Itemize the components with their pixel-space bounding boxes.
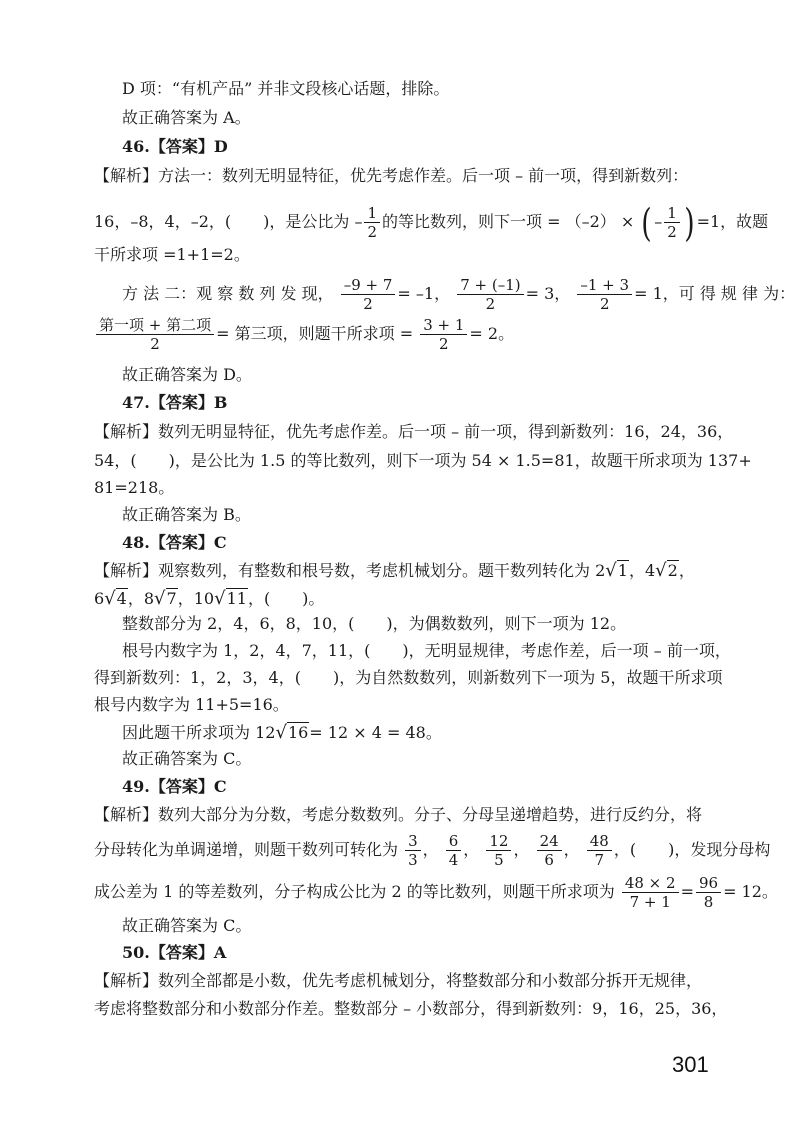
text-line: 考虑将整数部分和小数部分作差。整数部分 – 小数部分，得到新数列：9，16，25，36，	[94, 999, 728, 1018]
text-line: D 项：“有机产品” 并非文段核心话题，排除。	[122, 79, 450, 98]
fraction: $\frac{3 + 1}{2}$	[420, 316, 467, 353]
text-line-with-math: 因此题干所求项为 12√16= 12 × 4 = 48。	[122, 720, 442, 746]
radical: √7	[154, 588, 177, 609]
answer-heading-48: 48.【答案】C	[122, 533, 227, 552]
answer-heading-46: 46.【答案】D	[122, 137, 228, 156]
text-line-with-math: $\frac{\text{第一项 + 第二项}}{2}$ = 第三项，则题干所求项 = $\frac{3 + 1}{2}$ = 2。	[94, 314, 514, 354]
radical: √11	[214, 588, 247, 609]
text-line: 81=218。	[94, 478, 175, 497]
text-line: 【解析】数列全部都是小数，优先考虑机械划分，将整数部分和小数部分拆开无规律，	[94, 971, 703, 990]
text-line: 故正确答案为 C。	[122, 916, 252, 935]
text-line: 故正确答案为 D。	[122, 365, 252, 384]
answer-heading-50: 50.【答案】A	[122, 943, 227, 962]
text-line: 【解析】数列大部分为分数，考虑分数数列。分子、分母呈递增趋势，进行反约分，将	[94, 805, 703, 824]
fraction: $\frac{96}{8}$	[696, 874, 721, 911]
radical: √1	[605, 560, 628, 581]
text-line: 根号内数字为 1，2，4，7，11，( )，无明显规律，考虑作差，后一项 – 前一项，	[122, 641, 731, 660]
text-line-with-math: 【解析】观察数列，有整数和根号数，考虑机械划分。题干数列转化为 2√1，4√2，	[94, 558, 695, 584]
radical: √16	[275, 722, 309, 743]
fraction: $\frac{6}{4}$	[446, 832, 462, 869]
fraction: $\frac{1}{2}$	[664, 204, 680, 241]
text-line: 故正确答案为 A。	[122, 108, 251, 127]
radical: √4	[104, 588, 127, 609]
fraction: $\frac{48}{7}$	[587, 832, 612, 869]
text-line-with-math: 成公差为 1 的等差数列，分子构成公比为 2 的等比数列，则题干所求项为 $\frac{48 \times 2}{7 + 1}$ = $\frac{96}{8}$ = 12。	[94, 874, 778, 911]
fraction: $\frac{24}{6}$	[537, 832, 562, 869]
fraction: $\frac{3}{3}$	[405, 832, 421, 869]
text-line: 54，( )，是公比为 1.5 的等比数列，则下一项为 54 × 1.5=81，故题干所求项为 137+	[94, 451, 752, 470]
radical: √2	[655, 560, 678, 581]
text-line-with-math: 6√4，8√7，10√11，( )。	[94, 586, 324, 612]
fraction: $\frac{12}{5}$	[486, 832, 511, 869]
fraction: $\frac{-9 + 7}{2}$	[341, 276, 396, 313]
page-number: 301	[672, 1052, 709, 1077]
fraction: $\frac{7 + (-1)}{2}$	[457, 276, 523, 313]
text-line: 【解析】数列无明显特征，优先考虑作差。后一项 – 前一项，得到新数列：16，24，36，	[94, 422, 734, 441]
text-line: 故正确答案为 B。	[122, 505, 251, 524]
answer-heading-47: 47.【答案】B	[122, 393, 228, 412]
fraction: $\frac{\text{第一项 + 第二项}}{2}$	[96, 316, 214, 353]
text-line: 根号内数字为 11+5=16。	[94, 695, 289, 714]
fraction: $\frac{-1 + 3}{2}$	[577, 276, 632, 313]
text-line: 干所求项 =1+1=2。	[94, 245, 250, 264]
text-line-with-math: 方 法 二：观 察 数 列 发 现， $\frac{-9 + 7}{2}$ = –1， $\frac{7 + (-1)}{2}$ = 3， $\frac{-1 + 3}{2}$ = 1，可 得 规 律 为：	[122, 276, 796, 313]
text-line-with-math: 16，–8，4，–2，( )，是公比为 – $\frac{1}{2}$ 的等比数列，则下一项 = （–2） × ( – $\frac{1}{2}$ ) =1，故题	[94, 200, 769, 245]
text-line-with-math: 分母转化为单调递增，则题干数列可转化为 $\frac{3}{3}$ ， $\frac{6}{4}$ ， $\frac{12}{5}$ ， $\frac{24}{6}$ ， $\frac{48}{7}$ ，( )，发现分母构	[94, 832, 771, 869]
text-line: 整数部分为 2，4，6，8，10，( )，为偶数数列，则下一项为 12。	[122, 614, 627, 633]
text-line: 【解析】方法一：数列无明显特征，优先考虑作差。后一项 – 前一项，得到新数列：	[94, 166, 689, 185]
fraction: $\frac{1}{2}$	[364, 204, 380, 241]
text-line: 故正确答案为 C。	[122, 749, 252, 768]
text-line: 得到新数列：1，2，3，4，( )，为自然数数列，则新数列下一项为 5，故题干所求项	[94, 668, 723, 687]
answer-heading-49: 49.【答案】C	[122, 777, 227, 796]
fraction: $\frac{48 \times 2}{7 + 1}$	[622, 874, 679, 911]
